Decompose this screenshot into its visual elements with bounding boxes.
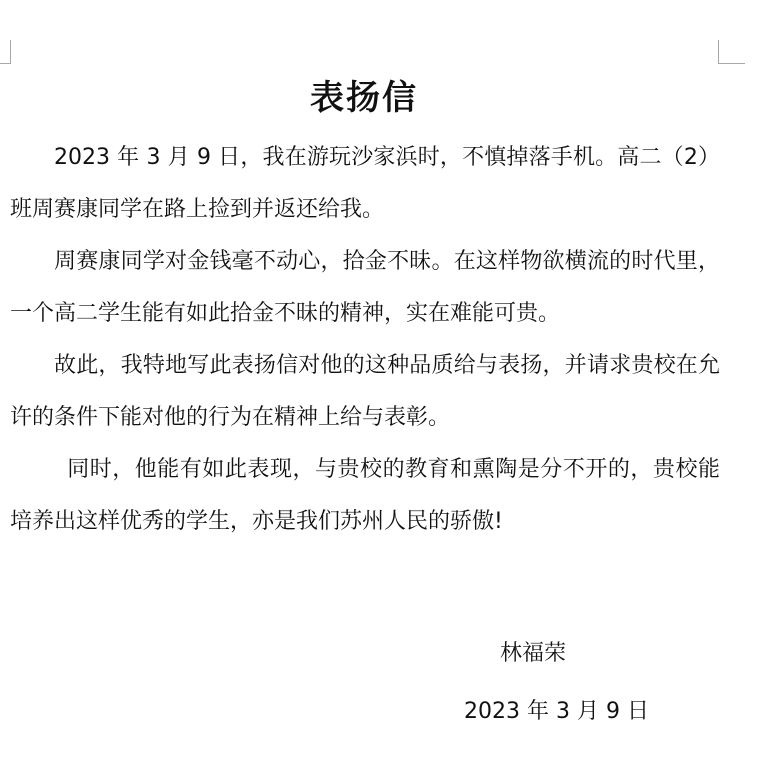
paragraph-2: 周赛康同学对金钱毫不动心，拾金不昧。在这样物欲横流的时代里，一个高二学生能有如此拾金不昧的精神，实在难能可贵。 xyxy=(10,249,720,326)
signature-date: 2023 年 3 月 9 日 xyxy=(464,699,649,724)
page-corner-mark-top-right xyxy=(718,40,745,64)
document-title: 表扬信 xyxy=(310,78,418,118)
signature-name: 林福荣 xyxy=(500,641,567,666)
letter-body xyxy=(10,132,720,548)
paragraph-1: 2023 年 3 月 9 日，我在游玩沙家浜时，不慎掉落手机。高二（2）班周赛康同学在路上捡到并返还给我。 xyxy=(10,145,720,222)
paragraph-4: 同时，他能有如此表现，与贵校的教育和熏陶是分不开的，贵校能培养出这样优秀的学生，亦是我们苏州人民的骄傲! xyxy=(10,457,720,534)
page-corner-mark-top-left xyxy=(0,40,11,64)
paragraph-3: 故此，我特地写此表扬信对他的这种品质给与表扬，并请求贵校在允许的条件下能对他的行为在精神上给与表彰。 xyxy=(10,353,720,430)
